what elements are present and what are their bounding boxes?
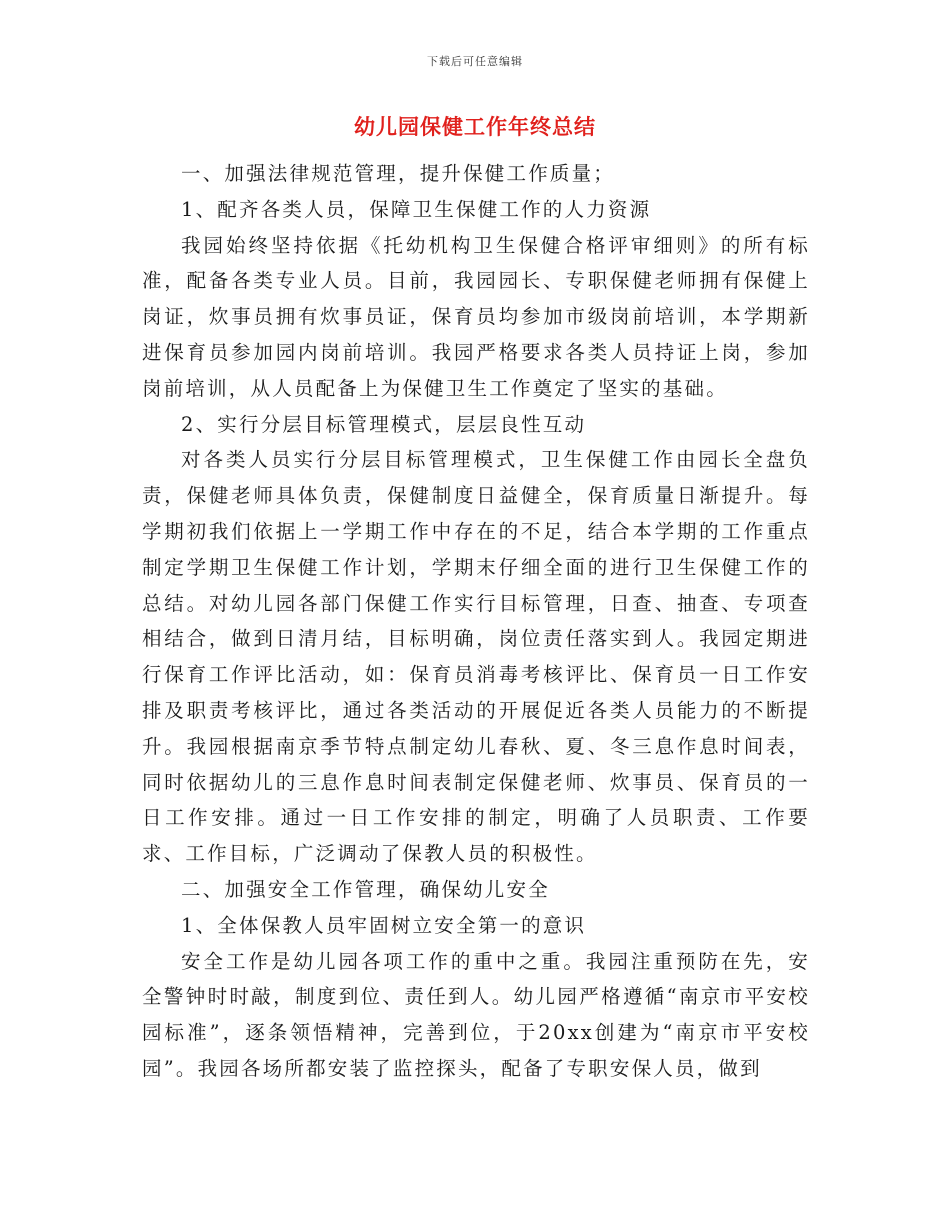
document-title: 幼儿园保健工作年终总结: [354, 114, 596, 139]
subsection-heading-2-1: 1、全体保教人员牢固树立安全第一的意识: [181, 913, 587, 937]
section-heading-1: 一、加强法律规范管理，提升保健工作质量；: [181, 162, 616, 185]
paragraph-safety: 安全工作是幼儿园各项工作的重中之重。我园注重预防在先，安全警钟时时敲，制度到位、责任到人。幼儿园严格遵循“南京市平安校园标准”，逐条领悟精神，完善到位，于20xx创建为“南京市平安校园”。我园各场所都安装了监控探头，配备了专职安保人员，做到: [142, 949, 810, 1080]
document-body: [142, 156, 810, 1087]
subsection-heading-1-2: 2、实行分层目标管理模式，层层良性互动: [181, 412, 587, 436]
page-header-note: 下载后可任意编辑: [427, 55, 523, 68]
paragraph-staffing: 我园始终坚持依据《托幼机构卫生保健合格评审细则》的所有标准，配备各类专业人员。目前，我园园长、专职保健老师拥有保健上岗证，炊事员拥有炊事员证，保育员均参加市级岗前培训，本学期新进保育员参加园内岗前培训。我园严格要求各类人员持证上岗，参加岗前培训，从人员配备上为保健卫生工作奠定了坚实的基础。: [142, 233, 810, 400]
subsection-heading-1-1: 1、配齐各类人员，保障卫生保健工作的人力资源: [181, 197, 652, 221]
paragraph-layered-management: 对各类人员实行分层目标管理模式，卫生保健工作由园长全盘负责，保健老师具体负责，保健制度日益健全，保育质量日渐提升。每学期初我们依据上一学期工作中存在的不足，结合本学期的工作重点制定学期卫生保健工作计划，学期末仔细全面的进行卫生保健工作的总结。对幼儿园各部门保健工作实行目标管理，日查、抽查、专项查相结合，做到日清月结，目标明确，岗位责任落实到人。我园定期进行保育工作评比活动，如：保育员消毒考核评比、保育员一日工作安排及职责考核评比，通过各类活动的开展促近各类人员能力的不断提升。我园根据南京季节特点制定幼儿春秋、夏、冬三息作息时间表，同时依据幼儿的三息作息时间表制定保健老师、炊事员、保育员的一日工作安排。通过一日工作安排的制定，明确了人员职责、工作要求、工作目标，广泛调动了保教人员的积极性。: [142, 448, 810, 866]
section-heading-2: 二、加强安全工作管理，确保幼儿安全: [181, 877, 550, 901]
